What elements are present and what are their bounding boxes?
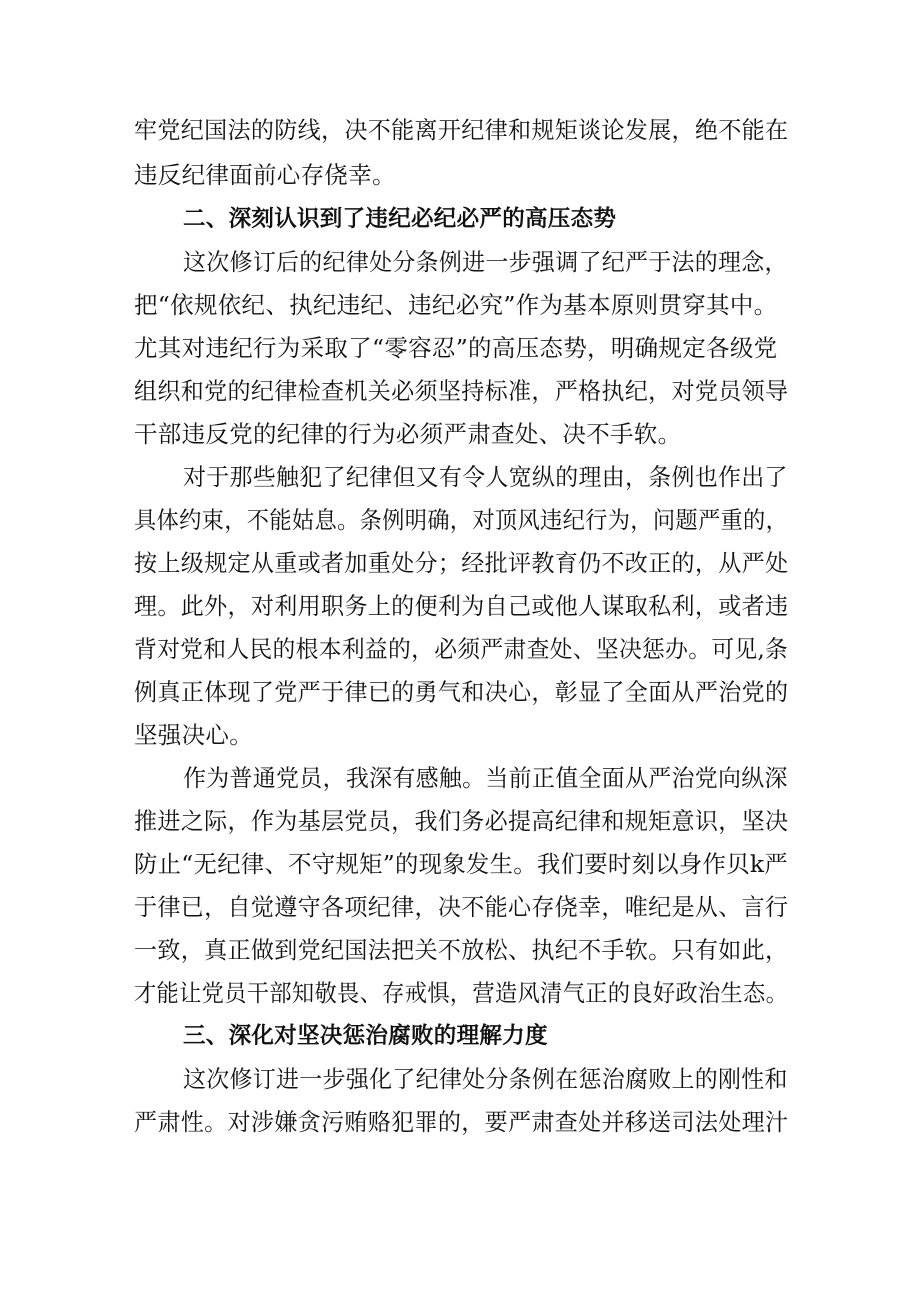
text-line: 背对党和人民的根本利益的，必须严肃查处、坚决惩办。可见,条: [134, 635, 789, 663]
text-line: 尤其对违纪行为采取了“零容忍”的高压态势，明确规定各级党: [134, 334, 778, 362]
text-line: 于律已，自觉遵守各项纪律，决不能心存侥幸，唯纪是从、言行: [134, 893, 789, 921]
section-heading: 三、深化对坚决惩治腐败的理解力度: [183, 1023, 548, 1049]
text-line: 按上级规定从重或者加重处分；经批评教育仍不改正的，从严处: [134, 549, 789, 577]
text-line: 推进之际，作为基层党员，我们务必提高纪律和规矩意识，坚决: [134, 807, 789, 835]
text-line: 作为普通党员，我深有感触。当前正值全面从严治党向纵深: [183, 764, 788, 792]
text-line: 干部违反党的纪律的行为必须严肃查处、决不手软。: [134, 420, 682, 448]
text-line: 理。此外，对利用职务上的便利为自己或他人谋取私利，或者违: [134, 592, 789, 620]
text-line: 对于那些触犯了纪律但又有令人宽纵的理由，条例也作出了: [183, 463, 788, 491]
text-line: 这次修订进一步强化了纪律处分条例在惩治腐败上的刚性和: [183, 1065, 788, 1093]
text-line: 这次修订后的纪律处分条例进一步强调了纪严于法的理念，: [183, 248, 788, 276]
text-line: 严肃性。对涉嫌贪污贿赂犯罪的，要严肃查处并移送司法处理汁: [134, 1108, 789, 1136]
text-line: 一致，真正做到党纪国法把关不放松、执纪不手软。只有如此，: [134, 936, 789, 964]
text-line: 才能让党员干部知敬畏、存戒惧，营造风清气正的良好政治生态。: [134, 979, 789, 1007]
text-line: 例真正体现了党严于律已的勇气和决心，彰显了全面从严治党的: [134, 678, 789, 706]
text-line: 坚强决心。: [134, 721, 253, 749]
text-line: 把“依规依纪、执纪违纪、违纪必究”作为基本原则贯穿其中。: [134, 291, 778, 319]
text-line: 违反纪律面前心存侥幸。: [134, 161, 396, 189]
text-line: 组织和党的纪律检查机关必须坚持标准，严格执纪，对党员领导: [134, 377, 789, 405]
section-heading: 二、深刻认识到了违纪必纪必严的高压态势: [183, 206, 617, 232]
text-line: 防止“无纪律、不守规矩”的现象发生。我们要时刻以身作贝k严: [134, 850, 788, 878]
text-line: 牢党纪国法的防线，决不能离开纪律和规矩谈论发展，绝不能在: [134, 116, 789, 144]
text-line: 具体约束，不能姑息。条例明确，对顶风违纪行为，问题严重的，: [134, 506, 789, 534]
